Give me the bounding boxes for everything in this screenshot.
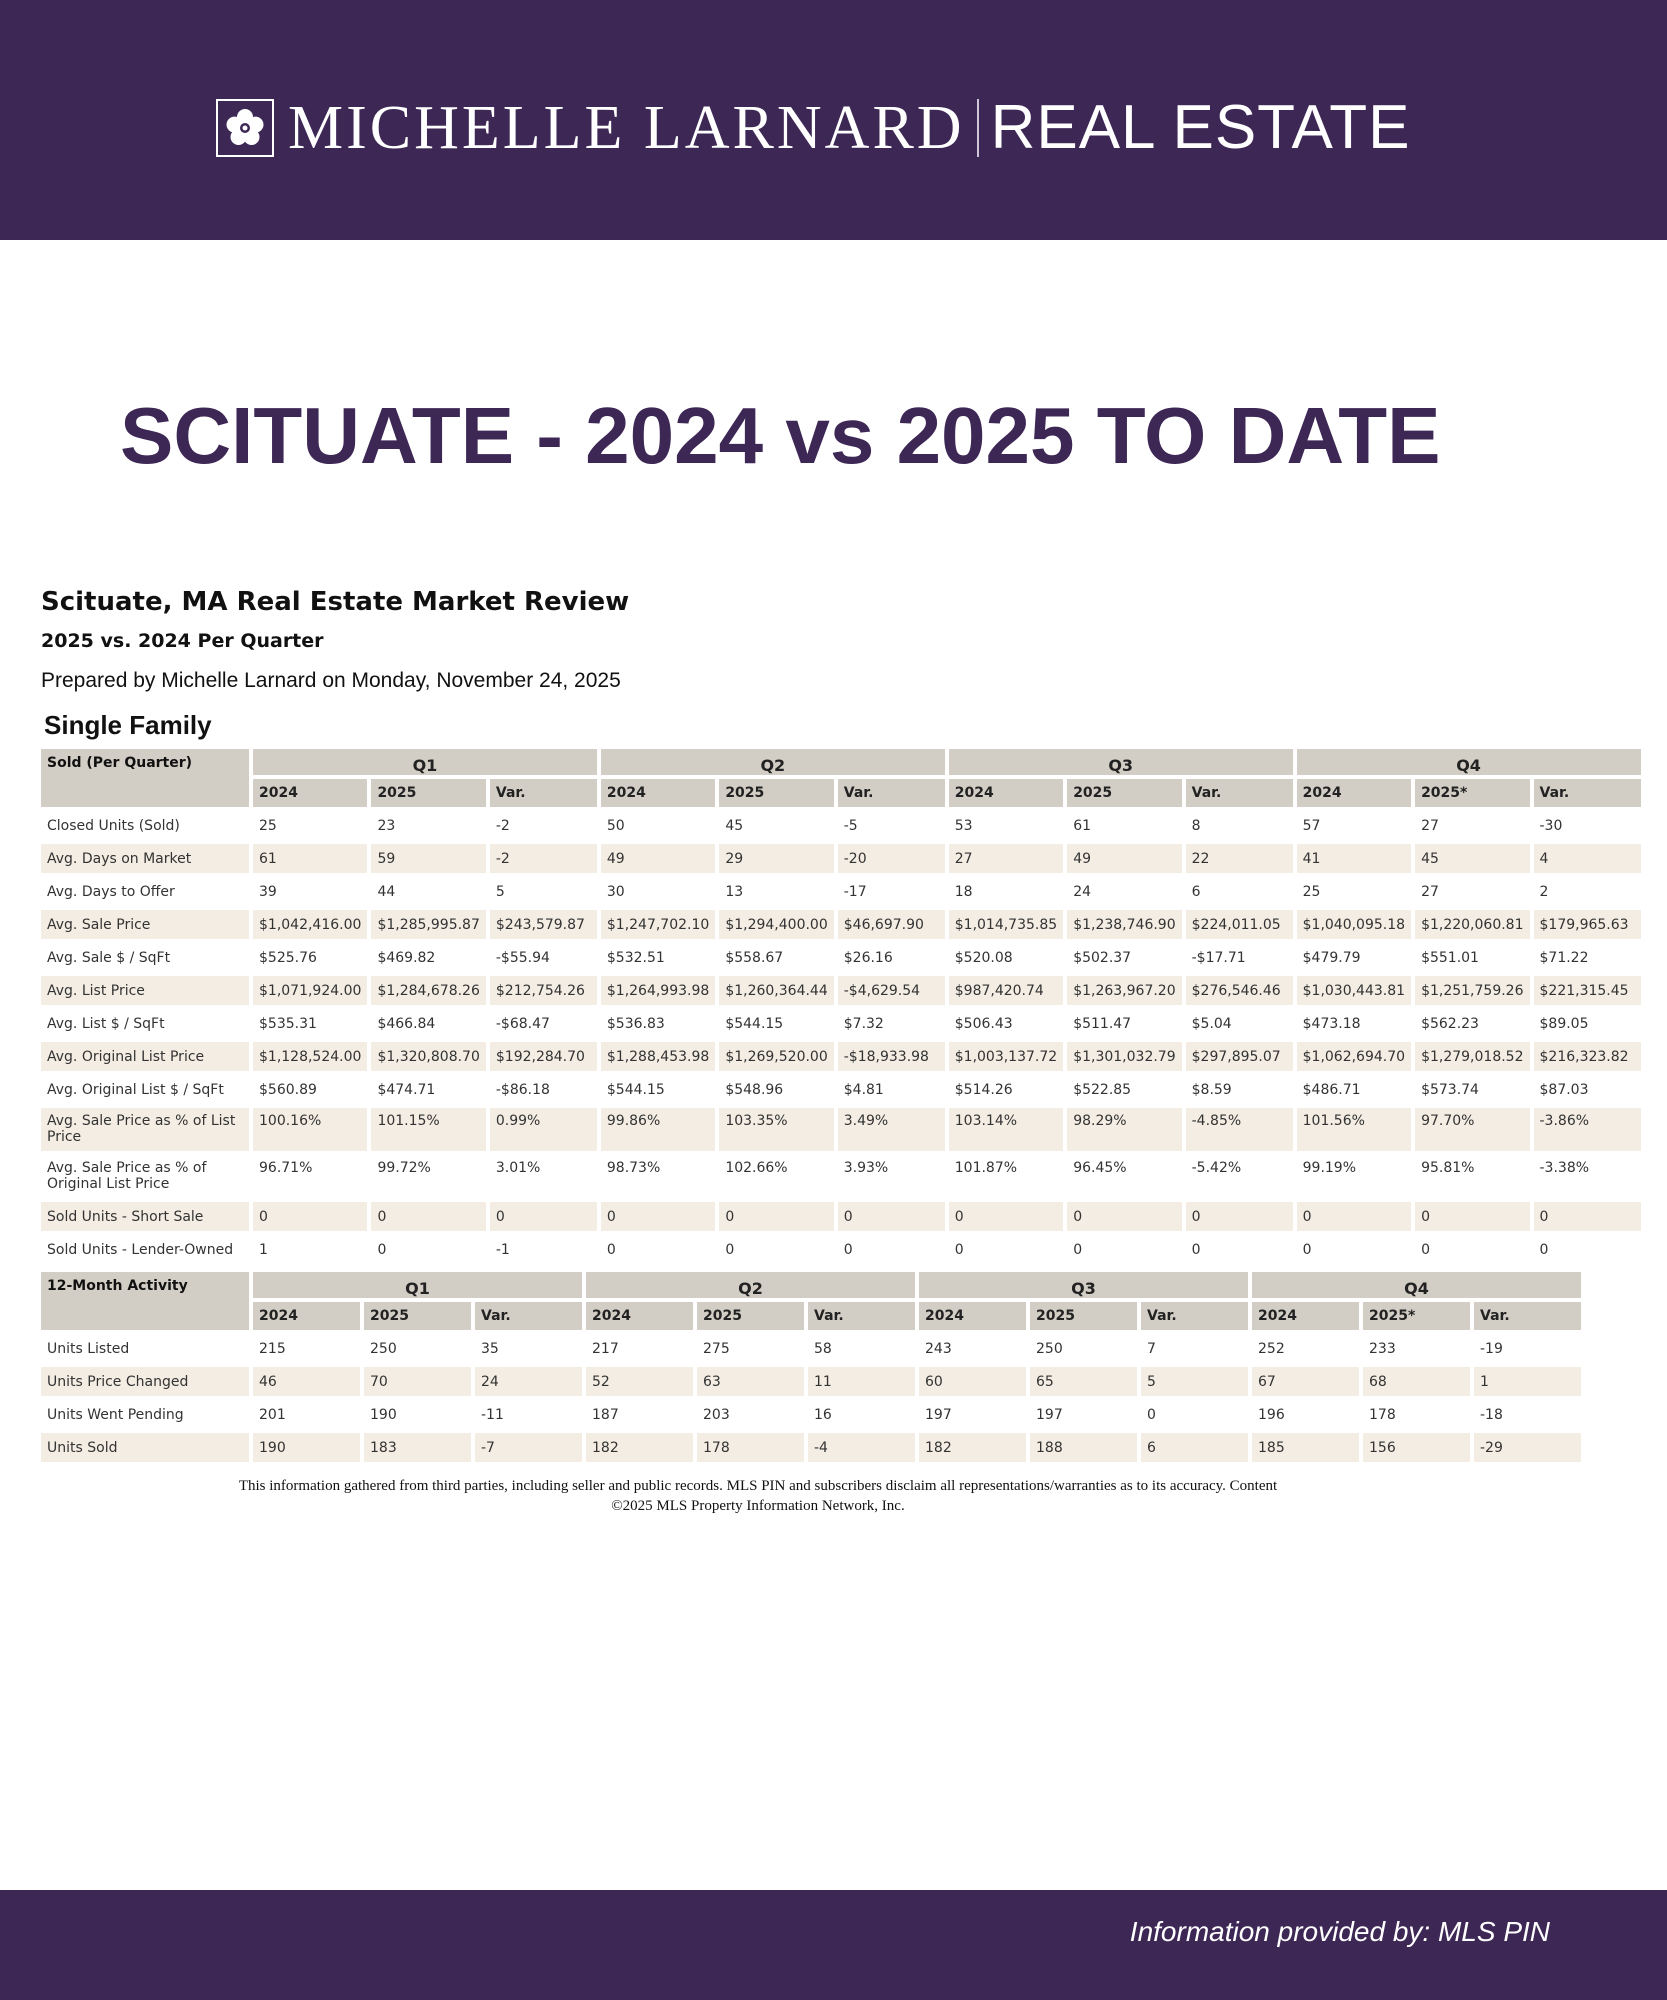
- cell-value: 101.56%: [1297, 1108, 1411, 1151]
- cell-value: 22: [1186, 844, 1293, 873]
- cell-value: $1,071,924.00: [253, 976, 367, 1005]
- cell-value: $7.32: [838, 1009, 945, 1038]
- cell-value: 24: [1067, 877, 1181, 906]
- cell-value: -30: [1534, 811, 1641, 840]
- table-row: [41, 1367, 1581, 1396]
- cell-value: $1,030,443.81: [1297, 976, 1411, 1005]
- cell-value: -29: [1474, 1433, 1581, 1462]
- cell-value: 49: [601, 844, 715, 873]
- cell-value: 156: [1363, 1433, 1470, 1462]
- cell-value: $276,546.46: [1186, 976, 1293, 1005]
- year-header: Var.: [475, 1302, 582, 1330]
- table-row: [41, 1155, 1641, 1198]
- cell-value: 6: [1141, 1433, 1248, 1462]
- table-row: [41, 877, 1641, 906]
- cell-value: 16: [808, 1400, 915, 1429]
- cell-value: 233: [1363, 1334, 1470, 1363]
- cell-value: $87.03: [1534, 1075, 1641, 1104]
- cell-value: $511.47: [1067, 1009, 1181, 1038]
- year-header: 2025*: [1415, 779, 1529, 807]
- cell-value: 0: [490, 1202, 597, 1231]
- cell-value: $4.81: [838, 1075, 945, 1104]
- cell-value: 103.14%: [949, 1108, 1063, 1151]
- cell-value: $71.22: [1534, 943, 1641, 972]
- row-label: Units Went Pending: [41, 1400, 249, 1429]
- table-row: [41, 811, 1641, 840]
- cell-value: $544.15: [601, 1075, 715, 1104]
- year-header: 2024: [1297, 779, 1411, 807]
- table-row: [41, 1235, 1641, 1264]
- cell-value: 102.66%: [719, 1155, 833, 1198]
- year-header: 2025: [364, 1302, 471, 1330]
- cell-value: 25: [253, 811, 367, 840]
- brand-name: MICHELLE LARNARD: [288, 94, 965, 162]
- cell-value: $502.37: [1067, 943, 1181, 972]
- cell-value: -20: [838, 844, 945, 873]
- table-row: [41, 1433, 1581, 1462]
- cell-value: 0: [1297, 1235, 1411, 1264]
- cell-value: $551.01: [1415, 943, 1529, 972]
- cell-value: 182: [919, 1433, 1026, 1462]
- cell-value: 201: [253, 1400, 360, 1429]
- cell-value: 0: [601, 1202, 715, 1231]
- cell-value: 0: [1067, 1202, 1181, 1231]
- table-corner-label: 12-Month Activity: [41, 1272, 249, 1330]
- cell-value: $1,128,524.00: [253, 1042, 367, 1071]
- cell-value: 68: [1363, 1367, 1470, 1396]
- cell-value: 190: [364, 1400, 471, 1429]
- cell-value: $1,285,995.87: [371, 910, 485, 939]
- cell-value: $1,269,520.00: [719, 1042, 833, 1071]
- cell-value: 0: [838, 1202, 945, 1231]
- cell-value: 98.29%: [1067, 1108, 1181, 1151]
- sold-per-quarter-table: [37, 745, 1645, 1268]
- cell-value: 70: [364, 1367, 471, 1396]
- cell-value: 3.01%: [490, 1155, 597, 1198]
- cell-value: 45: [1415, 844, 1529, 873]
- cell-value: $297,895.07: [1186, 1042, 1293, 1071]
- cell-value: $221,315.45: [1534, 976, 1641, 1005]
- cell-value: 0: [1186, 1235, 1293, 1264]
- quarter-header-q2: Q2: [586, 1272, 915, 1298]
- row-label: Avg. Sale Price as % of List Price: [41, 1108, 249, 1151]
- cell-value: 5: [490, 877, 597, 906]
- cell-value: -5.42%: [1186, 1155, 1293, 1198]
- cell-value: $5.04: [1186, 1009, 1293, 1038]
- cell-value: 197: [919, 1400, 1026, 1429]
- cell-value: -3.86%: [1534, 1108, 1641, 1151]
- cell-value: 63: [697, 1367, 804, 1396]
- cell-value: 100.16%: [253, 1108, 367, 1151]
- cell-value: $212,754.26: [490, 976, 597, 1005]
- cell-value: $1,042,416.00: [253, 910, 367, 939]
- year-header: 2024: [919, 1302, 1026, 1330]
- row-label: Sold Units - Lender-Owned: [41, 1235, 249, 1264]
- brand-divider: [977, 99, 979, 157]
- year-header: 2024: [253, 1302, 360, 1330]
- cell-value: $1,301,032.79: [1067, 1042, 1181, 1071]
- cell-value: 49: [1067, 844, 1181, 873]
- cell-value: $544.15: [719, 1009, 833, 1038]
- cell-value: $1,279,018.52: [1415, 1042, 1529, 1071]
- year-header: 2024: [601, 779, 715, 807]
- cell-value: 57: [1297, 811, 1411, 840]
- twelve-month-activity-table: [37, 1268, 1585, 1466]
- cell-value: $1,263,967.20: [1067, 976, 1181, 1005]
- cell-value: $535.31: [253, 1009, 367, 1038]
- year-header: 2025*: [1363, 1302, 1470, 1330]
- table-row: [41, 1202, 1641, 1231]
- row-label: Avg. List Price: [41, 976, 249, 1005]
- cell-value: 18: [949, 877, 1063, 906]
- quarter-header-q4: Q4: [1252, 1272, 1581, 1298]
- table-row: [41, 1334, 1581, 1363]
- cell-value: $522.85: [1067, 1075, 1181, 1104]
- cell-value: 197: [1030, 1400, 1137, 1429]
- cell-value: 183: [364, 1433, 471, 1462]
- cell-value: 252: [1252, 1334, 1359, 1363]
- year-header: Var.: [1141, 1302, 1248, 1330]
- year-header: 2024: [253, 779, 367, 807]
- section-title: Single Family: [44, 710, 212, 740]
- report-subtitle: 2025 vs. 2024 Per Quarter: [41, 630, 324, 652]
- cell-value: $536.83: [601, 1009, 715, 1038]
- cell-value: $562.23: [1415, 1009, 1529, 1038]
- quarter-header-q3: Q3: [919, 1272, 1248, 1298]
- cell-value: -4.85%: [1186, 1108, 1293, 1151]
- cell-value: 6: [1186, 877, 1293, 906]
- quarter-header-q1: Q1: [253, 1272, 582, 1298]
- cell-value: 0: [371, 1235, 485, 1264]
- cell-value: $1,260,364.44: [719, 976, 833, 1005]
- cell-value: 61: [1067, 811, 1181, 840]
- cell-value: -$86.18: [490, 1075, 597, 1104]
- cell-value: 0: [253, 1202, 367, 1231]
- cell-value: 0.99%: [490, 1108, 597, 1151]
- cell-value: 0: [838, 1235, 945, 1264]
- cell-value: 0: [1297, 1202, 1411, 1231]
- cell-value: 41: [1297, 844, 1411, 873]
- year-header: Var.: [490, 779, 597, 807]
- row-label: Units Price Changed: [41, 1367, 249, 1396]
- cell-value: $179,965.63: [1534, 910, 1641, 939]
- table-row: [41, 943, 1641, 972]
- footer-credit: Information provided by: MLS PIN: [1129, 1916, 1550, 1947]
- cell-value: -$18,933.98: [838, 1042, 945, 1071]
- year-header: 2025: [719, 779, 833, 807]
- cell-value: 0: [1415, 1235, 1529, 1264]
- row-label: Avg. Original List Price: [41, 1042, 249, 1071]
- cell-value: 50: [601, 811, 715, 840]
- flower-icon: [216, 99, 274, 157]
- cell-value: 67: [1252, 1367, 1359, 1396]
- row-label: Avg. Original List $ / SqFt: [41, 1075, 249, 1104]
- row-label: Sold Units - Short Sale: [41, 1202, 249, 1231]
- row-label: Units Listed: [41, 1334, 249, 1363]
- cell-value: 103.35%: [719, 1108, 833, 1151]
- cell-value: 58: [808, 1334, 915, 1363]
- quarter-header-row: [41, 1272, 1581, 1298]
- cell-value: 190: [253, 1433, 360, 1462]
- year-header: 2024: [586, 1302, 693, 1330]
- cell-value: $1,247,702.10: [601, 910, 715, 939]
- cell-value: -5: [838, 811, 945, 840]
- cell-value: $216,323.82: [1534, 1042, 1641, 1071]
- year-header: Var.: [1186, 779, 1293, 807]
- cell-value: 0: [1186, 1202, 1293, 1231]
- cell-value: 59: [371, 844, 485, 873]
- cell-value: -18: [1474, 1400, 1581, 1429]
- year-header: Var.: [808, 1302, 915, 1330]
- cell-value: $474.71: [371, 1075, 485, 1104]
- cell-value: 0: [1141, 1400, 1248, 1429]
- cell-value: 99.72%: [371, 1155, 485, 1198]
- cell-value: $573.74: [1415, 1075, 1529, 1104]
- table-row: [41, 1042, 1641, 1071]
- cell-value: $548.96: [719, 1075, 833, 1104]
- cell-value: 53: [949, 811, 1063, 840]
- cell-value: $1,220,060.81: [1415, 910, 1529, 939]
- row-label: Avg. Days on Market: [41, 844, 249, 873]
- cell-value: 13: [719, 877, 833, 906]
- cell-value: 2: [1534, 877, 1641, 906]
- cell-value: -$55.94: [490, 943, 597, 972]
- cell-value: 1: [253, 1235, 367, 1264]
- cell-value: -$4,629.54: [838, 976, 945, 1005]
- year-header: 2025: [1030, 1302, 1137, 1330]
- table-row: [41, 1075, 1641, 1104]
- cell-value: $1,320,808.70: [371, 1042, 485, 1071]
- cell-value: 101.15%: [371, 1108, 485, 1151]
- cell-value: 52: [586, 1367, 693, 1396]
- row-label: Avg. List $ / SqFt: [41, 1009, 249, 1038]
- cell-value: 29: [719, 844, 833, 873]
- quarter-header-q3: Q3: [949, 749, 1293, 775]
- cell-value: 8: [1186, 811, 1293, 840]
- year-header: Var.: [1474, 1302, 1581, 1330]
- cell-value: 185: [1252, 1433, 1359, 1462]
- report-title: Scituate, MA Real Estate Market Review: [41, 587, 630, 617]
- cell-value: 65: [1030, 1367, 1137, 1396]
- cell-value: 243: [919, 1334, 1026, 1363]
- cell-value: 96.45%: [1067, 1155, 1181, 1198]
- cell-value: 0: [1534, 1235, 1641, 1264]
- cell-value: 275: [697, 1334, 804, 1363]
- cell-value: 0: [719, 1235, 833, 1264]
- prepared-by-line: Prepared by Michelle Larnard on Monday, November 24, 2025: [41, 669, 621, 692]
- cell-value: $224,011.05: [1186, 910, 1293, 939]
- cell-value: $46,697.90: [838, 910, 945, 939]
- cell-value: $1,014,735.85: [949, 910, 1063, 939]
- cell-value: 250: [1030, 1334, 1137, 1363]
- cell-value: 3.93%: [838, 1155, 945, 1198]
- cell-value: 0: [949, 1202, 1063, 1231]
- cell-value: 24: [475, 1367, 582, 1396]
- cell-value: $1,003,137.72: [949, 1042, 1063, 1071]
- cell-value: -19: [1474, 1334, 1581, 1363]
- year-header: 2025: [371, 779, 485, 807]
- cell-value: 30: [601, 877, 715, 906]
- cell-value: 23: [371, 811, 485, 840]
- table-row: [41, 1108, 1641, 1151]
- cell-value: 0: [601, 1235, 715, 1264]
- cell-value: 0: [949, 1235, 1063, 1264]
- table-row: [41, 976, 1641, 1005]
- row-label: Avg. Sale Price as % of Original List Price: [41, 1155, 249, 1198]
- cell-value: 250: [364, 1334, 471, 1363]
- cell-value: 4: [1534, 844, 1641, 873]
- cell-value: 188: [1030, 1433, 1137, 1462]
- cell-value: 182: [586, 1433, 693, 1462]
- cell-value: $1,294,400.00: [719, 910, 833, 939]
- cell-value: -$68.47: [490, 1009, 597, 1038]
- cell-value: $558.67: [719, 943, 833, 972]
- cell-value: 25: [1297, 877, 1411, 906]
- cell-value: $520.08: [949, 943, 1063, 972]
- cell-value: 217: [586, 1334, 693, 1363]
- cell-value: 99.19%: [1297, 1155, 1411, 1198]
- cell-value: $532.51: [601, 943, 715, 972]
- quarter-header-q2: Q2: [601, 749, 945, 775]
- cell-value: 27: [1415, 877, 1529, 906]
- cell-value: -2: [490, 844, 597, 873]
- cell-value: 0: [371, 1202, 485, 1231]
- cell-value: $525.76: [253, 943, 367, 972]
- cell-value: $1,264,993.98: [601, 976, 715, 1005]
- cell-value: $506.43: [949, 1009, 1063, 1038]
- cell-value: $8.59: [1186, 1075, 1293, 1104]
- cell-value: $987,420.74: [949, 976, 1063, 1005]
- cell-value: 61: [253, 844, 367, 873]
- cell-value: -2: [490, 811, 597, 840]
- cell-value: $479.79: [1297, 943, 1411, 972]
- year-header-row: [41, 1302, 1581, 1330]
- table-row: [41, 1400, 1581, 1429]
- row-label: Units Sold: [41, 1433, 249, 1462]
- cell-value: 7: [1141, 1334, 1248, 1363]
- year-header-row: [41, 779, 1641, 807]
- cell-value: 196: [1252, 1400, 1359, 1429]
- cell-value: 45: [719, 811, 833, 840]
- cell-value: $243,579.87: [490, 910, 597, 939]
- cell-value: 1: [1474, 1367, 1581, 1396]
- cell-value: $466.84: [371, 1009, 485, 1038]
- cell-value: $1,040,095.18: [1297, 910, 1411, 939]
- cell-value: $192,284.70: [490, 1042, 597, 1071]
- cell-value: -4: [808, 1433, 915, 1462]
- cell-value: $1,251,759.26: [1415, 976, 1529, 1005]
- cell-value: -3.38%: [1534, 1155, 1641, 1198]
- header-banner: [0, 0, 1667, 240]
- cell-value: $473.18: [1297, 1009, 1411, 1038]
- cell-value: 96.71%: [253, 1155, 367, 1198]
- cell-value: 0: [1534, 1202, 1641, 1231]
- row-label: Closed Units (Sold): [41, 811, 249, 840]
- cell-value: 101.87%: [949, 1155, 1063, 1198]
- quarter-header-row: [41, 749, 1641, 775]
- cell-value: 39: [253, 877, 367, 906]
- cell-value: 98.73%: [601, 1155, 715, 1198]
- table-corner-label: Sold (Per Quarter): [41, 749, 249, 807]
- cell-value: 187: [586, 1400, 693, 1429]
- cell-value: 95.81%: [1415, 1155, 1529, 1198]
- cell-value: -$17.71: [1186, 943, 1293, 972]
- row-label: Avg. Sale Price: [41, 910, 249, 939]
- cell-value: $469.82: [371, 943, 485, 972]
- cell-value: 44: [371, 877, 485, 906]
- cell-value: $514.26: [949, 1075, 1063, 1104]
- cell-value: 0: [1067, 1235, 1181, 1264]
- quarter-header-q4: Q4: [1297, 749, 1641, 775]
- cell-value: -17: [838, 877, 945, 906]
- table-row: [41, 1009, 1641, 1038]
- cell-value: $1,288,453.98: [601, 1042, 715, 1071]
- cell-value: 178: [1363, 1400, 1470, 1429]
- cell-value: 60: [919, 1367, 1026, 1396]
- cell-value: 97.70%: [1415, 1108, 1529, 1151]
- cell-value: 27: [949, 844, 1063, 873]
- cell-value: -11: [475, 1400, 582, 1429]
- page-title: SCITUATE - 2024 vs 2025 TO DATE: [120, 391, 1441, 480]
- cell-value: $1,062,694.70: [1297, 1042, 1411, 1071]
- cell-value: 27: [1415, 811, 1529, 840]
- brand-logo: [216, 95, 1410, 161]
- year-header: 2025: [697, 1302, 804, 1330]
- row-label: Avg. Days to Offer: [41, 877, 249, 906]
- table-row: [41, 910, 1641, 939]
- disclaimer-footnote: This information gathered from third parties, including seller and public records. MLS PIN and subscribers disclaim all representations/warranties as to its accuracy. Content ©2025 MLS Property Information Network, Inc.: [238, 1478, 1278, 1514]
- cell-value: $1,238,746.90: [1067, 910, 1181, 939]
- cell-value: 3.49%: [838, 1108, 945, 1151]
- cell-value: $26.16: [838, 943, 945, 972]
- cell-value: $486.71: [1297, 1075, 1411, 1104]
- brand-suffix: REAL ESTATE: [990, 93, 1411, 162]
- cell-value: $560.89: [253, 1075, 367, 1104]
- year-header: 2024: [1252, 1302, 1359, 1330]
- cell-value: 35: [475, 1334, 582, 1363]
- cell-value: 99.86%: [601, 1108, 715, 1151]
- cell-value: 203: [697, 1400, 804, 1429]
- cell-value: -1: [490, 1235, 597, 1264]
- quarter-header-q1: Q1: [253, 749, 597, 775]
- cell-value: -7: [475, 1433, 582, 1462]
- year-header: Var.: [838, 779, 945, 807]
- table-row: [41, 844, 1641, 873]
- cell-value: 0: [719, 1202, 833, 1231]
- cell-value: 46: [253, 1367, 360, 1396]
- cell-value: 11: [808, 1367, 915, 1396]
- cell-value: $89.05: [1534, 1009, 1641, 1038]
- cell-value: 5: [1141, 1367, 1248, 1396]
- row-label: Avg. Sale $ / SqFt: [41, 943, 249, 972]
- cell-value: 0: [1415, 1202, 1529, 1231]
- cell-value: $1,284,678.26: [371, 976, 485, 1005]
- year-header: 2025: [1067, 779, 1181, 807]
- cell-value: 215: [253, 1334, 360, 1363]
- cell-value: 178: [697, 1433, 804, 1462]
- year-header: 2024: [949, 779, 1063, 807]
- year-header: Var.: [1534, 779, 1641, 807]
